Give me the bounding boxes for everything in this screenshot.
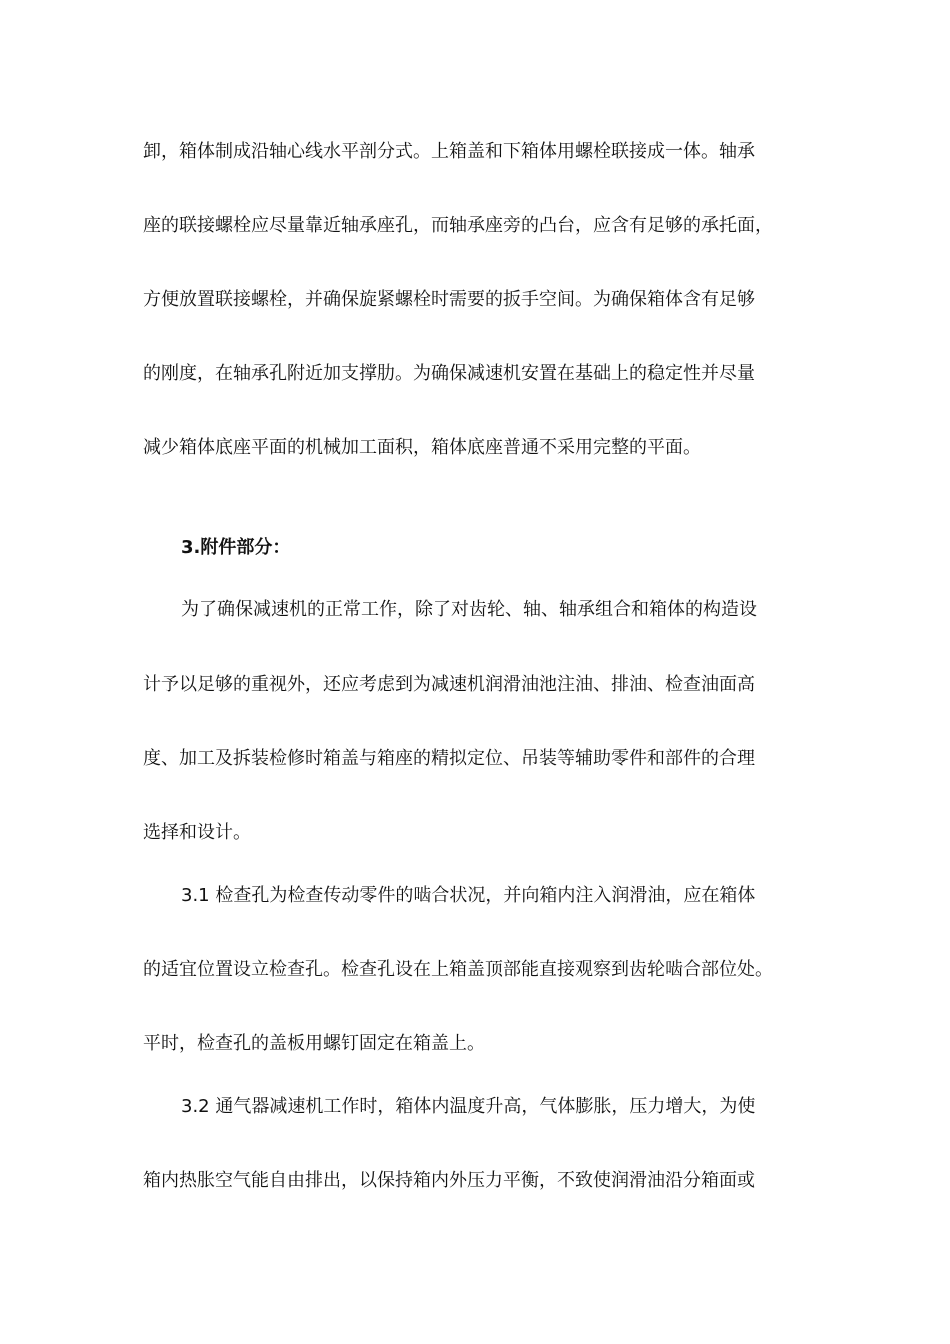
section-heading: 3.附件部分：	[181, 537, 291, 558]
paragraph-line: 为了确保减速机的正常工作，除了对齿轮、轴、轴承组合和箱体的构造设	[181, 599, 757, 620]
paragraph-line: 平时，检查孔的盖板用螺钉固定在箱盖上。	[143, 1033, 485, 1054]
paragraph-line: 卸，箱体制成沿轴心线水平剖分式。上箱盖和下箱体用螺栓联接成一体。轴承	[143, 141, 755, 162]
paragraph-line: 减少箱体底座平面的机械加工面积，箱体底座普通不采用完整的平面。	[143, 437, 701, 458]
paragraph-line: 选择和设计。	[143, 822, 251, 843]
paragraph-line: 3.1 检查孔为检查传动零件的啮合状况，并向箱内注入润滑油，应在箱体	[181, 885, 756, 906]
paragraph-line: 的刚度，在轴承孔附近加支撑肋。为确保减速机安置在基础上的稳定性并尽量	[143, 363, 755, 384]
paragraph-line: 3.2 通气器减速机工作时，箱体内温度升高，气体膨胀，压力增大，为使	[181, 1096, 756, 1117]
paragraph-line: 箱内热胀空气能自由排出，以保持箱内外压力平衡，不致使润滑油沿分箱面或	[143, 1170, 755, 1191]
paragraph-line: 度、加工及拆装检修时箱盖与箱座的精拟定位、吊装等辅助零件和部件的合理	[143, 748, 755, 769]
paragraph-line: 座的联接螺栓应尽量靠近轴承座孔，而轴承座旁的凸台，应含有足够的承托面，	[143, 215, 773, 236]
paragraph-line: 的适宜位置设立检查孔。检查孔设在上箱盖顶部能直接观察到齿轮啮合部位处。	[143, 959, 773, 980]
paragraph-line: 方便放置联接螺栓，并确保旋紧螺栓时需要的扳手空间。为确保箱体含有足够	[143, 289, 755, 310]
paragraph-line: 计予以足够的重视外，还应考虑到为减速机润滑油池注油、排油、检查油面高	[143, 674, 755, 695]
